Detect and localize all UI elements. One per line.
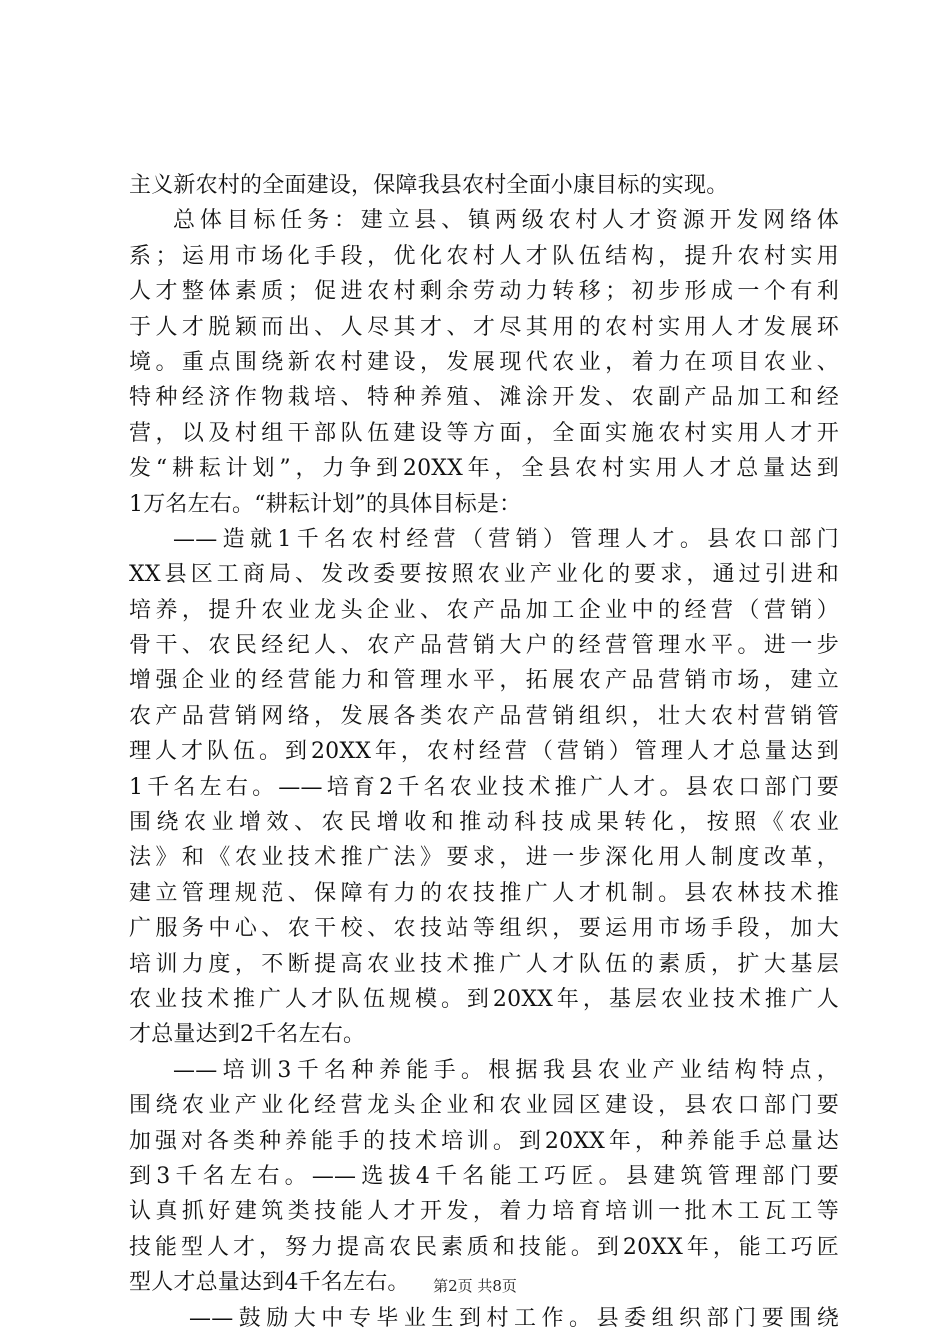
text-line: 农业技术推广人才队伍规模。到20XX年，基层农业技术推广人 [129, 986, 839, 1012]
text-line: 到3千名左右。——选拔4千名能工巧匠。县建筑管理部门要 [129, 1163, 839, 1189]
text-line: 培训力度，不断提高农业技术推广人才队伍的素质，扩大基层 [129, 951, 839, 977]
text-line: 1千名左右。——培育2千名农业技术推广人才。县农口部门要 [129, 774, 839, 800]
text-line: 围绕农业增效、农民增收和推动科技成果转化，按照《农业 [129, 810, 839, 836]
text-line: 营，以及村组干部队伍建设等方面，全面实施农村实用人才开 [129, 420, 839, 446]
text-line: 特种经济作物栽培、特种养殖、滩涂开发、农副产品加工和经 [129, 385, 839, 411]
text-line: 农产品营销网络，发展各类农产品营销组织，壮大农村营销管 [129, 703, 839, 729]
text-line: 境。重点围绕新农村建设，发展现代农业，着力在项目农业、 [129, 349, 839, 375]
text-line: 才总量达到2千名左右。 [129, 1022, 366, 1048]
text-line: XX县区工商局、发改委要按照农业产业化的要求，通过引进和 [129, 562, 839, 588]
text-line: 骨干、农民经纪人、农产品营销大户的经营管理水平。进一步 [129, 633, 839, 659]
text-line: 培养，提升农业龙头企业、农产品加工企业中的经营（营销） [129, 597, 839, 623]
text-line: 理人才队伍。到20XX年，农村经营（营销）管理人才总量达到 [129, 739, 839, 765]
text-line: 法》和《农业技术推广法》要求，进一步深化用人制度改革， [129, 845, 839, 871]
text-line: ——造就1千名农村经营（营销）管理人才。县农口部门 [173, 526, 839, 552]
text-line: 广服务中心、农干校、农技站等组织，要运用市场手段，加大 [129, 916, 839, 942]
text-line: 人才整体素质；促进农村剩余劳动力转移；初步形成一个有利 [129, 279, 839, 305]
text-line: ——鼓励大中专毕业生到村工作。县委组织部门要围绕 [189, 1305, 839, 1331]
text-line: 1万名左右。“耕耘计划”的具体目标是： [129, 491, 522, 517]
text-line: 建立管理规范、保障有力的农技推广人才机制。县农林技术推 [129, 880, 839, 906]
text-line: 于人才脱颖而出、人尽其才、才尽其用的农村实用人才发展环 [129, 314, 839, 340]
text-line: 增强企业的经营能力和管理水平，拓展农产品营销市场，建立 [129, 668, 839, 694]
text-line: 型人才总量达到4千名左右。 [129, 1270, 410, 1296]
text-line: 总体目标任务：建立县、镇两级农村人才资源开发网络体 [173, 208, 839, 234]
text-line: 主义新农村的全面建设，保障我县农村全面小康目标的实现。 [129, 173, 729, 198]
text-line: 加强对各类种养能手的技术培训。到20XX年，种养能手总量达 [129, 1128, 839, 1154]
text-line: 系；运用市场化手段，优化农村人才队伍结构，提升农村实用 [129, 243, 839, 269]
text-line: 发“耕耘计划”，力争到20XX年，全县农村实用人才总量达到 [129, 456, 839, 482]
text-line: ——培训3千名种养能手。根据我县农业产业结构特点， [173, 1057, 839, 1083]
text-line: 技能型人才，努力提高农民素质和技能。到20XX年，能工巧匠 [129, 1234, 839, 1260]
text-line: 认真抓好建筑类技能人才开发，着力培育培训一批木工瓦工等 [129, 1199, 839, 1225]
text-line: 围绕农业产业化经营龙头企业和农业园区建设，县农口部门要 [129, 1093, 839, 1119]
page-footer: 第2页 共8页 [433, 1277, 517, 1295]
body-text [129, 168, 839, 1336]
